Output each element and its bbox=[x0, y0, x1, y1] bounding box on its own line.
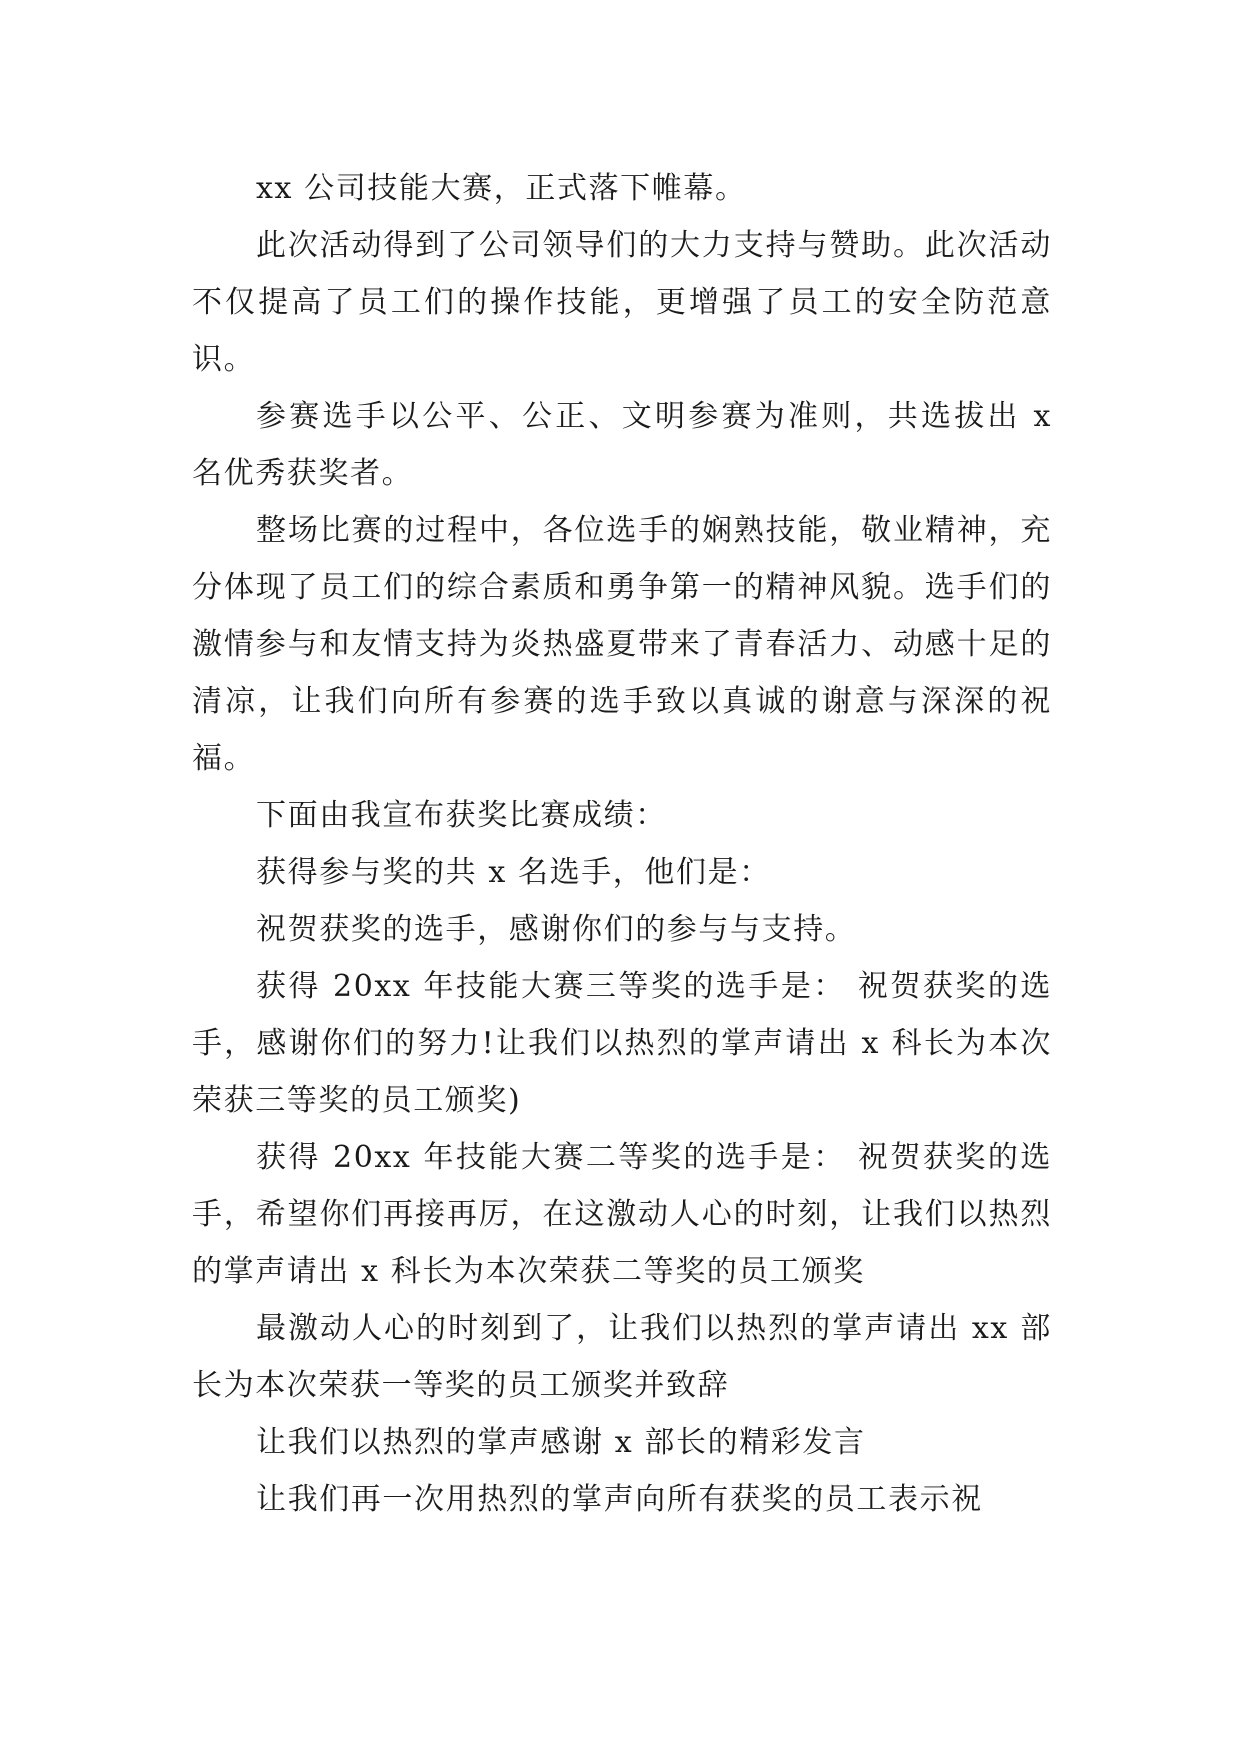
paragraph: 获得 20xx 年技能大赛三等奖的选手是： 祝贺获奖的选手，感谢你们的努力!让我们以热烈的掌声请出 x 科长为本次荣获三等奖的员工颁奖) bbox=[192, 969, 1052, 1118]
paragraph: 整场比赛的过程中，各位选手的娴熟技能，敬业精神，充分体现了员工们的综合素质和勇争第一的精神风貌。选手们的激情参与和友情支持为炎热盛夏带来了青春活力、动感十足的清凉，让我们向所有参赛的选手致以真诚的谢意与深深的祝福。 bbox=[192, 513, 1052, 776]
paragraph: 让我们以热烈的掌声感谢 x 部长的精彩发言 bbox=[256, 1425, 866, 1460]
paragraph: 参赛选手以公平、公正、文明参赛为准则，共选拔出 x 名优秀获奖者。 bbox=[192, 399, 1052, 491]
paragraph: 祝贺获奖的选手，感谢你们的参与与支持。 bbox=[256, 912, 857, 947]
paragraph: 下面由我宣布获奖比赛成绩： bbox=[256, 798, 667, 833]
document-body bbox=[192, 160, 1052, 1528]
paragraph: 获得参与奖的共 x 名选手，他们是： bbox=[256, 855, 771, 890]
paragraph: xx 公司技能大赛，正式落下帷幕。 bbox=[256, 171, 747, 206]
paragraph: 获得 20xx 年技能大赛二等奖的选手是： 祝贺获奖的选手，希望你们再接再厉，在这激动人心的时刻，让我们以热烈的掌声请出 x 科长为本次荣获二等奖的员工颁奖 bbox=[192, 1140, 1052, 1289]
paragraph: 此次活动得到了公司领导们的大力支持与赞助。此次活动不仅提高了员工们的操作技能，更增强了员工的安全防范意识。 bbox=[192, 228, 1052, 377]
paragraph: 最激动人心的时刻到了，让我们以热烈的掌声请出 xx 部长为本次荣获一等奖的员工颁奖并致辞 bbox=[192, 1311, 1052, 1403]
paragraph: 让我们再一次用热烈的掌声向所有获奖的员工表示祝 bbox=[256, 1482, 983, 1517]
